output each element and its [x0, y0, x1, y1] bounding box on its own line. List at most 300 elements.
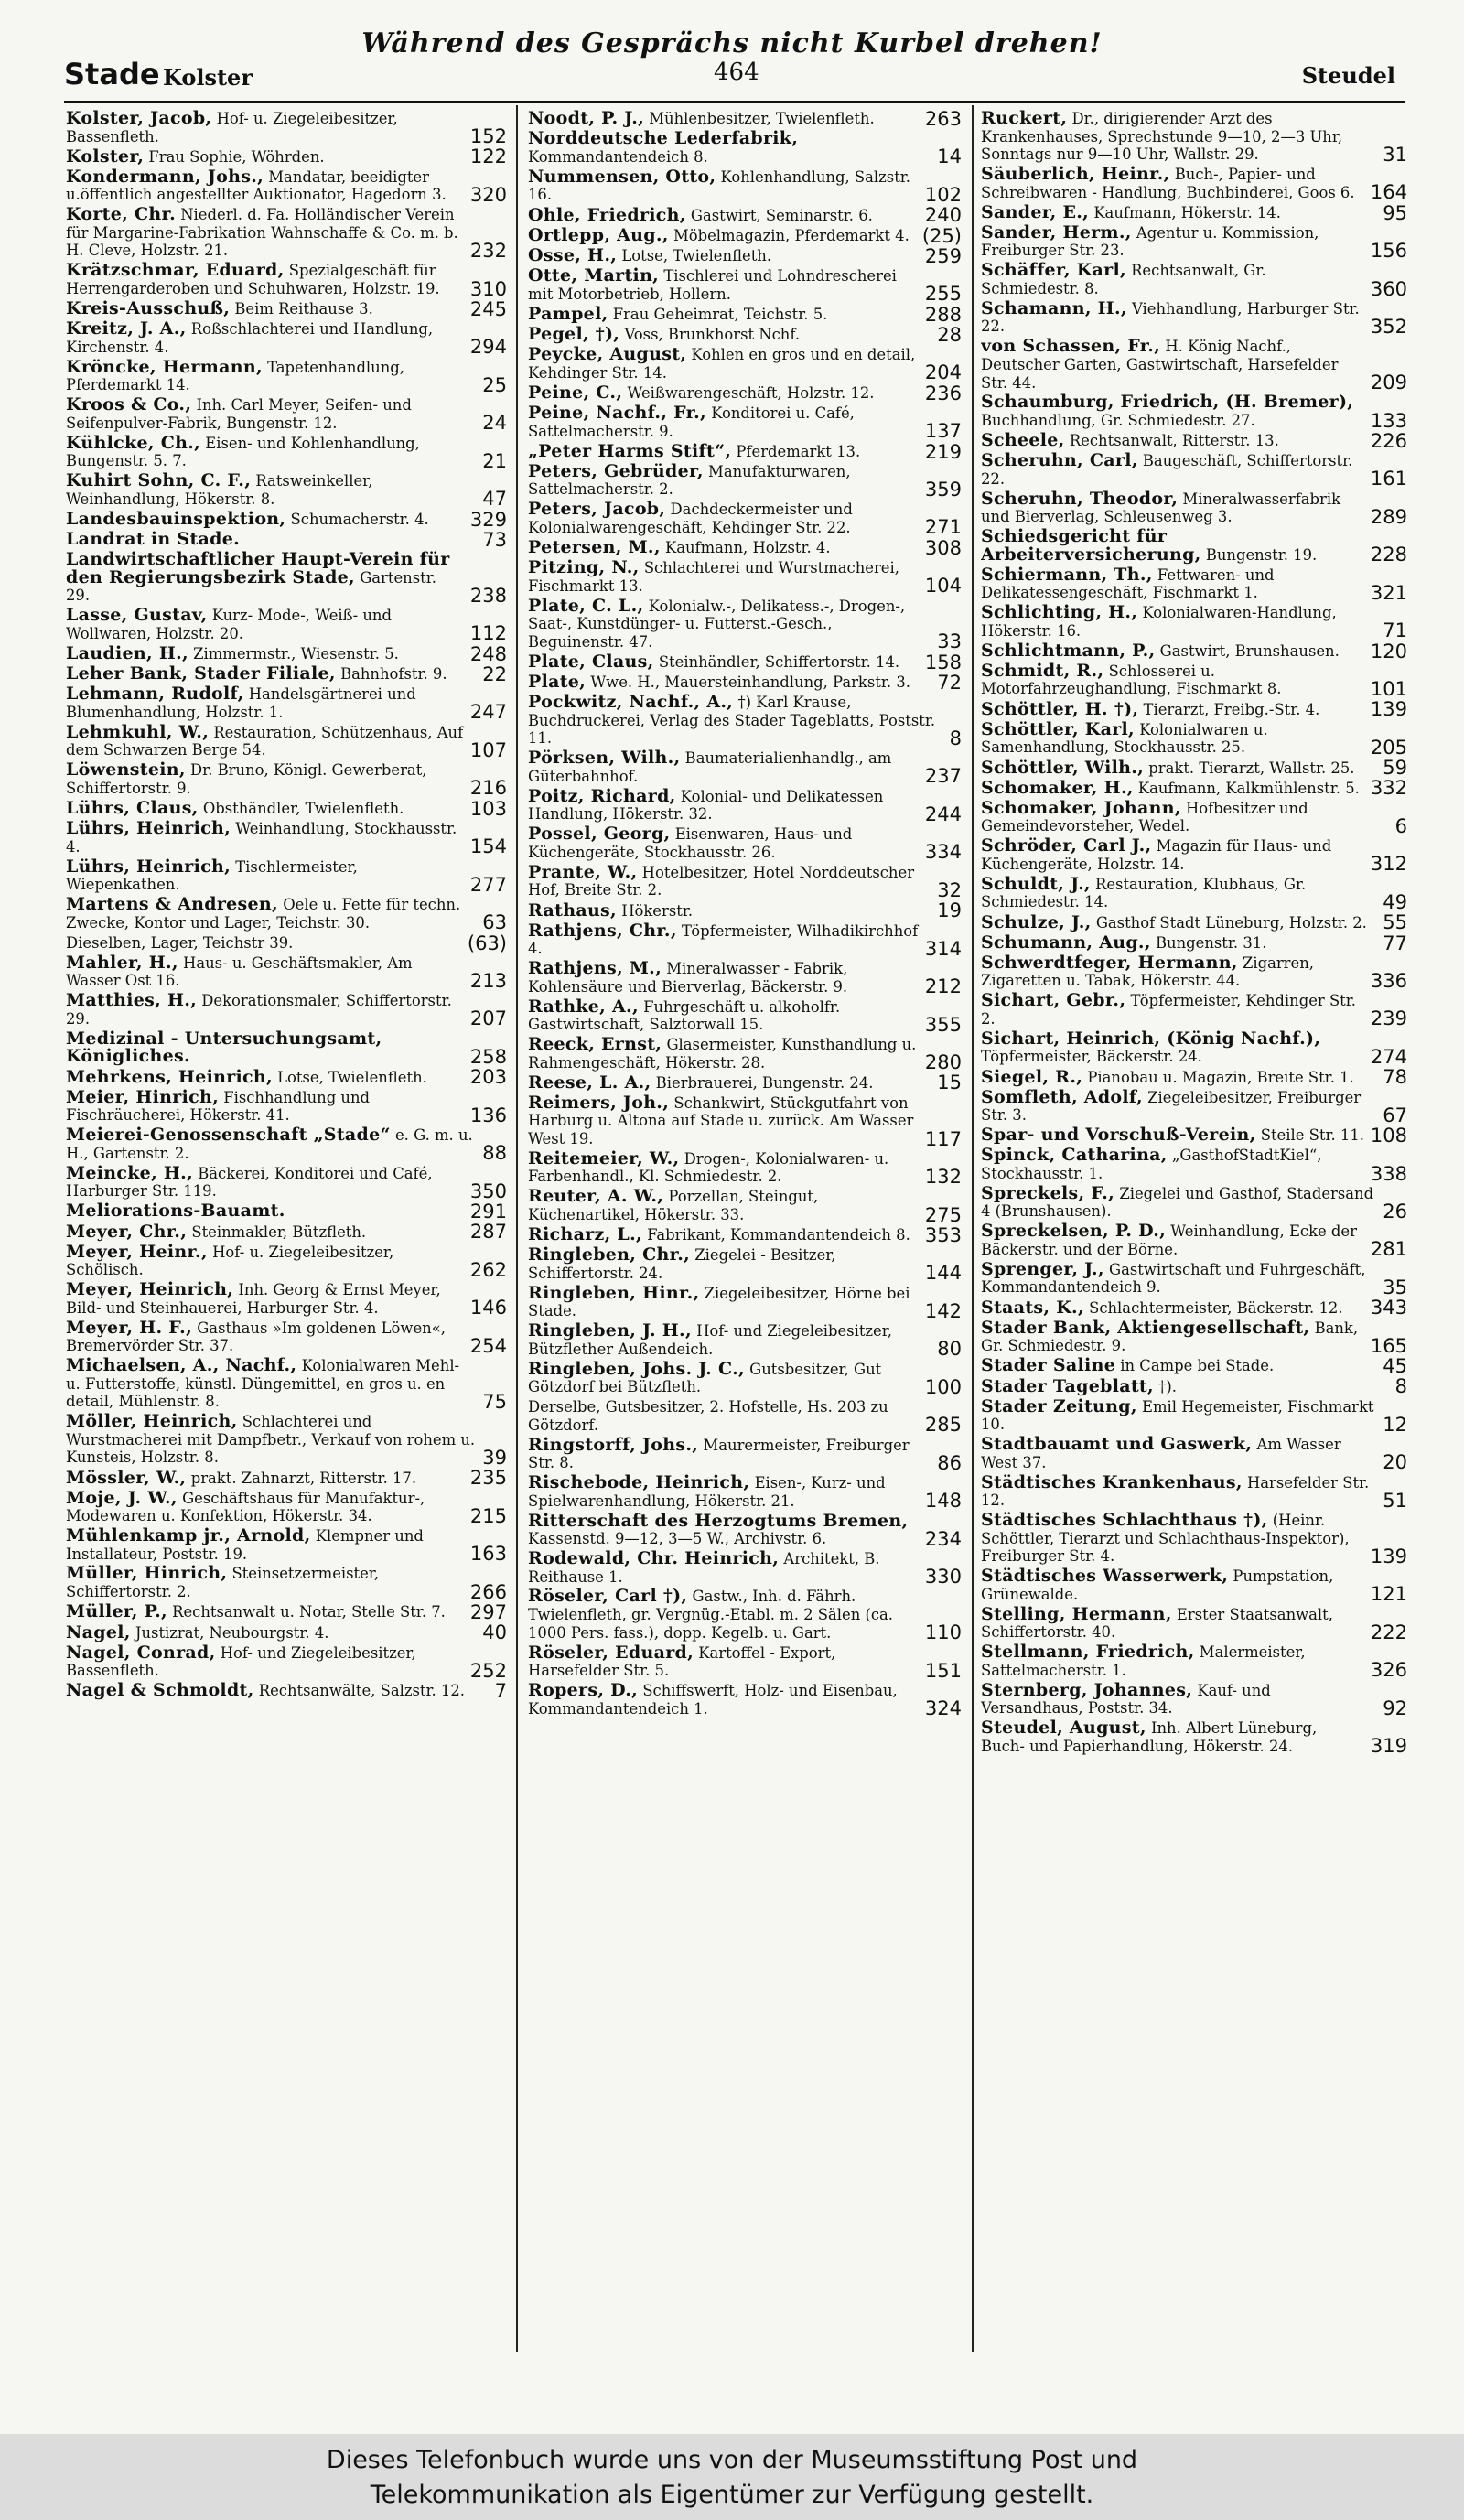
entry-phone-number: 262 — [469, 1258, 507, 1281]
entry-description: Tierarzt, Freibg.-Str. 4. — [1143, 700, 1320, 718]
entry-name: Moje, J. W., — [66, 1487, 178, 1508]
entry-phone-number: 359 — [924, 478, 962, 501]
entry-phone-number: 63 — [482, 911, 507, 934]
entry-name: Steudel, August, — [981, 1718, 1146, 1739]
entry-text — [981, 201, 1377, 222]
directory-entry — [528, 204, 962, 227]
entry-name: Mehrkens, Heinrich, — [66, 1066, 273, 1087]
entry-name: Lührs, Heinrich, — [66, 818, 231, 839]
entry-name: Kühlcke, Ch., — [66, 432, 201, 453]
directory-entry — [981, 1375, 1407, 1398]
entry-name: Städtisches Krankenhaus, — [981, 1471, 1243, 1492]
entry-phone-number: 244 — [924, 802, 962, 825]
entry-text — [528, 267, 920, 303]
entry-description: Beim Reithause 3. — [234, 300, 373, 318]
directory-entry — [528, 224, 962, 247]
entry-phone-number: 234 — [924, 1527, 962, 1550]
entry-text — [981, 1719, 1365, 1755]
entry-text — [66, 396, 477, 432]
directory-entry — [66, 1066, 507, 1089]
entry-text — [528, 1588, 920, 1642]
entry-description: Hofbesitzer und Gemeindevorsteher, Wedel. — [981, 799, 1308, 835]
entry-name: Lührs, Claus, — [66, 798, 199, 819]
entry-description: Kolonialwaren-Handlung, Hökerstr. 16. — [981, 604, 1337, 640]
directory-entry — [528, 1510, 962, 1550]
entry-text — [528, 960, 920, 996]
page-slogan: Während des Gesprächs nicht Kurbel drehen! — [361, 27, 1103, 59]
entry-description: Fabrikant, Kommandantendeich 8. — [647, 1226, 910, 1244]
entry-description: prakt. Tierarzt, Wallstr. 25. — [1148, 759, 1355, 777]
entry-name: Landesbauinspektion, — [66, 508, 286, 529]
entry-phone-number: 92 — [1383, 1696, 1407, 1719]
entry-description: Gastwirtschaft und Fuhrgeschäft, Kommandantendeich 9. — [981, 1260, 1366, 1297]
entry-description: Klempner und Installateur, Poststr. 19. — [66, 1526, 424, 1563]
entry-name: Kreitz, J. A., — [66, 318, 187, 339]
entry-name: Nagel, — [66, 1621, 131, 1642]
entry-description: Spezialgeschäft für Herrengarderoben und Schuhwaren, Holzstr. 19. — [66, 262, 440, 297]
entry-description: Erster Staatsanwalt, Schiffertorstr. 40. — [981, 1605, 1333, 1642]
entry-name: Laudien, H., — [66, 643, 188, 664]
directory-entry — [66, 684, 507, 724]
entry-phone-number: 259 — [924, 244, 962, 267]
entry-phone-number: 139 — [1370, 698, 1407, 721]
directory-entry — [66, 1125, 507, 1165]
entry-name: Poitz, Richard, — [528, 785, 676, 806]
entry-description: Kolonialwaren Mehl- u. Futterstoffe, künstl. Düngemittel, en gros u. en detail, Mühlenstr. 8. — [66, 1357, 460, 1411]
directory-entry — [528, 1472, 962, 1513]
entry-description: Porzellan, Steingut, Küchenartikel, Hökerstr. 33. — [528, 1188, 819, 1223]
entry-name: Stader Bank, Aktiengesellschaft, — [981, 1317, 1310, 1338]
directory-entry — [66, 1413, 507, 1467]
entry-name: Schröder, Carl J., — [981, 835, 1152, 856]
entry-text — [981, 452, 1365, 488]
directory-entry — [981, 1471, 1407, 1512]
entry-description: Geschäftshaus für Manufaktur-, Modewaren u. Konfektion, Hökerstr. 34. — [66, 1489, 425, 1525]
entry-phone-number: 353 — [924, 1223, 962, 1246]
directory-entry — [981, 490, 1407, 526]
entry-phone-number: 154 — [469, 835, 507, 858]
entry-text — [66, 1644, 465, 1680]
directory-entry — [981, 260, 1407, 300]
entry-name: Ringleben, Hinr., — [528, 1282, 700, 1303]
entry-description: Steinmakler, Bützfleth. — [191, 1222, 367, 1241]
directory-entry — [981, 1258, 1407, 1298]
entry-description: Restauration, Schützenhaus, Auf dem Schwarzen Berge 54. — [66, 723, 464, 759]
entry-text — [66, 1223, 465, 1242]
directory-entry — [528, 536, 962, 559]
entry-name: Schaumburg, Friedrich, (H. Bremer), — [981, 392, 1354, 413]
directory-entry — [981, 992, 1407, 1028]
directory-entry — [528, 1033, 962, 1074]
entry-description: Zimmermstr., Wiesenstr. 5. — [193, 645, 399, 663]
entry-description: Lotse, Twielenfleth. — [621, 247, 772, 265]
entry-phone-number: 40 — [482, 1621, 507, 1644]
directory-entry — [528, 346, 962, 382]
entry-name: Sichart, Gebr., — [981, 990, 1126, 1011]
entry-text — [981, 718, 1365, 757]
entry-name: Reuter, A. W., — [528, 1186, 664, 1207]
directory-entry — [528, 557, 962, 598]
entry-text — [528, 1322, 931, 1358]
entry-description: Hotelbesitzer, Hotel Norddeutscher Hof, Breite Str. 2. — [528, 863, 915, 899]
entry-phone-number: 102 — [924, 183, 962, 206]
entry-description: Tischlerei und Lohndrescherei mit Motorbetrieb, Hollern. — [528, 267, 897, 303]
entry-name: Pitzing, N., — [528, 557, 640, 578]
entry-phone-number: 139 — [1370, 1545, 1407, 1567]
entry-phone-number: 289 — [1370, 505, 1407, 528]
entry-phone-number: 100 — [924, 1375, 962, 1398]
entry-description: Oele u. Fette für techn. Zwecke, Kontor und Lager, Teichstr. 30. — [66, 896, 461, 932]
entry-description: Kohlenhandlung, Salzstr. 16. — [528, 167, 911, 204]
entry-description: Steile Str. 11. — [1260, 1126, 1364, 1145]
entry-name: Ritterschaft des Herzogtums Bremen, — [528, 1510, 909, 1531]
directory-entry — [66, 1600, 507, 1623]
entry-text — [981, 1066, 1377, 1087]
entry-description: Hof- u. Ziegeleibesitzer, Bassenfleth. — [66, 110, 398, 145]
entry-name: Nagel & Schmoldt, — [66, 1680, 254, 1701]
entry-phone-number: 15 — [937, 1072, 962, 1094]
entry-phone-number: 247 — [469, 701, 507, 724]
entry-phone-number: 310 — [469, 277, 507, 300]
entry-phone-number: 280 — [924, 1051, 962, 1074]
entry-phone-number: 228 — [1370, 544, 1407, 566]
header-rule — [64, 101, 1405, 103]
entry-text — [528, 559, 920, 595]
entry-text — [66, 262, 465, 297]
entry-name: Ringleben, Johs. J. C., — [528, 1358, 745, 1379]
entry-phone-number: 121 — [1370, 1583, 1407, 1606]
entry-name: Meier, Hinrich, — [66, 1086, 219, 1107]
entry-name: Rathjens, M., — [528, 958, 662, 979]
entry-phone-number: 291 — [469, 1201, 507, 1222]
entry-description: Dekorationsmaler, Schiffertorstr. 29. — [66, 992, 452, 1028]
entry-name: Müller, Hinrich, — [66, 1563, 228, 1584]
directory-entry — [981, 338, 1407, 392]
footer-note — [0, 2436, 1464, 2520]
entry-name: Städtisches Schlachthaus †), — [981, 1510, 1268, 1531]
entry-name: Lehmkuhl, W., — [66, 721, 210, 742]
entry-phone-number: 209 — [1370, 372, 1407, 394]
entry-description: Kaufmann, Hökerstr. 14. — [1093, 203, 1281, 221]
entry-text — [981, 1258, 1377, 1297]
directory-entry — [528, 824, 962, 864]
entry-text — [528, 1398, 920, 1434]
entry-phone-number: 8 — [949, 727, 962, 749]
entry-name: Meierei-Genossenschaft „Stade“ — [66, 1125, 391, 1146]
directory-entry — [981, 1718, 1407, 1758]
directory-entry — [66, 551, 507, 605]
entry-name: Sander, Herm., — [981, 221, 1132, 242]
directory-entry — [528, 901, 962, 920]
entry-phone-number: 352 — [1370, 316, 1407, 339]
entry-description: Eisen-, Kurz- und Spielwarenhandlung, Hökerstr. 21. — [528, 1474, 886, 1510]
directory-entry — [981, 873, 1407, 913]
entry-phone-number: 32 — [937, 878, 962, 901]
entry-text — [66, 551, 465, 605]
entry-description: Mineralwasser - Fabrik, Kohlensäure und Bierverlag, Bäckerstr. 9. — [528, 960, 848, 996]
entry-name: Peters, Gebrüder, — [528, 460, 704, 481]
entry-name: Pockwitz, Nachf., A., — [528, 692, 734, 713]
entry-text — [528, 168, 920, 204]
entry-description: Bierbrauerei, Bungenstr. 24. — [655, 1073, 874, 1092]
entry-description: Mühlenbesitzer, Twielenfleth. — [649, 110, 875, 128]
entry-name: Rathke, A., — [528, 996, 639, 1017]
directory-entry — [528, 1644, 962, 1680]
entry-name: Spreckels, F., — [981, 1182, 1115, 1203]
entry-phone-number: 144 — [924, 1262, 962, 1285]
entry-text — [66, 508, 465, 529]
entry-name: Mössler, W., — [66, 1467, 187, 1488]
entry-name: Schöttler, Wilh., — [981, 757, 1145, 778]
entry-phone-number: 343 — [1370, 1297, 1407, 1319]
directory-entry — [66, 1644, 507, 1680]
directory-entry — [981, 698, 1407, 721]
entry-name: Rodewald, Chr. Heinrich, — [528, 1547, 780, 1568]
entry-text — [66, 721, 465, 759]
entry-description: Schlachterei und Wurstmacherei, Fischmarkt 13. — [528, 559, 899, 595]
entry-phone-number: 67 — [1383, 1104, 1407, 1126]
entry-name: Stader Zeitung, — [981, 1395, 1137, 1416]
entry-text — [981, 934, 1377, 953]
entry-name: Kuhirt Sohn, C. F., — [66, 470, 252, 491]
entry-text — [528, 899, 931, 921]
entry-description: Dieselben, Lager, Teichstr 39. — [66, 933, 294, 952]
entry-description: Lotse, Twielenfleth. — [277, 1068, 427, 1086]
entry-name: Kolster, — [66, 145, 145, 167]
entry-text — [66, 356, 477, 394]
entry-text — [66, 761, 465, 797]
directory-entry — [981, 718, 1407, 759]
entry-name: Sternberg, Johannes, — [981, 1679, 1193, 1700]
directory-entry — [981, 604, 1407, 640]
entry-text — [528, 110, 920, 128]
entry-phone-number: 156 — [1370, 240, 1407, 263]
entry-description: Hof- und Ziegeleibesitzer, Bassenfleth. — [66, 1643, 416, 1680]
directory-entry — [528, 1398, 962, 1437]
entry-text — [528, 785, 920, 824]
entry-description: Pferdemarkt 13. — [736, 442, 861, 460]
entry-phone-number: 148 — [924, 1490, 962, 1513]
entry-text — [981, 777, 1365, 798]
column-3 — [981, 110, 1407, 2352]
entry-name: Reimers, Joh., — [528, 1092, 670, 1113]
entry-name: Peters, Jacob, — [528, 499, 666, 520]
entry-description: Glasermeister, Kunsthandlung u. Rahmengeschäft, Hökerstr. 28. — [528, 1035, 917, 1072]
entry-description: Bahnhofstr. 9. — [340, 665, 447, 684]
directory-entry — [66, 1623, 507, 1642]
entry-text — [528, 1682, 920, 1718]
entry-description: Obsthändler, Twielenfleth. — [202, 800, 404, 818]
entry-name: Kröncke, Hermann, — [66, 356, 263, 377]
entry-name: Schlichting, H., — [981, 602, 1138, 623]
entry-description: Architekt, B. Reithause 1. — [528, 1549, 880, 1586]
entry-text — [528, 922, 920, 958]
entry-name: Scheruhn, Theodor, — [981, 488, 1179, 509]
entry-description: Harsefelder Str. 12. — [981, 1473, 1370, 1510]
entry-name: Peine, Nachf., Fr., — [528, 403, 706, 424]
entry-text — [66, 168, 465, 204]
footer-line-1: Dieses Telefonbuch wurde uns von der Museumsstiftung Post und — [326, 2446, 1138, 2474]
entry-text — [66, 1162, 465, 1201]
header-city: Stade — [64, 57, 160, 92]
directory-entry — [66, 528, 507, 551]
entry-phone-number: 320 — [469, 183, 507, 206]
entry-phone-number: 236 — [924, 382, 962, 404]
entry-phone-number: 28 — [937, 323, 962, 346]
directory-entry — [528, 748, 962, 788]
entry-description: Dr. Bruno, Königl. Gewerberat, Schiffertorstr. 9. — [66, 761, 427, 797]
directory-entry — [528, 1094, 962, 1148]
entry-text — [981, 1222, 1365, 1258]
directory-entry — [981, 1145, 1407, 1185]
directory-entry — [66, 1467, 507, 1490]
entry-phone-number: 55 — [1383, 911, 1407, 934]
entry-text — [66, 858, 465, 894]
directory-entry — [981, 221, 1407, 263]
entry-phone-number: 360 — [1370, 277, 1407, 300]
entry-description: Schankwirt, Stückgutfahrt von Harburg u. Altona auf Stade u. zurück. Am Wasser West 19. — [528, 1093, 914, 1147]
directory-entry — [66, 204, 507, 263]
entry-description: Schiffswerft, Holz- und Eisenbau, Kommandantendeich 1. — [528, 1682, 898, 1718]
entry-phone-number: 86 — [937, 1451, 962, 1474]
entry-phone-number: 59 — [1383, 757, 1407, 780]
entry-name: Nagel, Conrad, — [66, 1642, 216, 1663]
entry-text — [981, 662, 1365, 698]
directory-entry — [66, 260, 507, 300]
entry-name: Möller, Heinrich, — [66, 1411, 238, 1432]
entry-description: Gastwirt, Seminarstr. 6. — [690, 206, 873, 224]
entry-description: Weißwarengeschäft, Holzstr. 12. — [627, 384, 875, 403]
column-2 — [528, 110, 962, 2352]
entry-text — [981, 490, 1365, 526]
entry-text — [528, 326, 931, 344]
entry-phone-number: 117 — [924, 1127, 962, 1150]
entry-text — [981, 166, 1365, 201]
entry-name: Nummensen, Otto, — [528, 166, 716, 187]
entry-description: Schumacherstr. 4. — [290, 510, 429, 528]
entry-name: Otte, Martin, — [528, 265, 660, 286]
entry-name: Meyer, Heinrich, — [66, 1279, 234, 1300]
entry-text — [981, 1436, 1377, 1471]
entry-description: Mineralwasserfabrik und Bierverlag, Schleusenweg 3. — [981, 490, 1341, 526]
directory-entry — [528, 1588, 962, 1642]
directory-entry — [528, 244, 962, 267]
entry-name: Mahler, H., — [66, 952, 178, 973]
entry-phone-number: 240 — [924, 204, 962, 227]
directory-entry — [66, 147, 507, 166]
entry-phone-number: 266 — [469, 1580, 507, 1603]
entry-text — [981, 1395, 1377, 1434]
entry-name: Possel, Georg, — [528, 824, 671, 845]
entry-description: Dr., dirigierender Arzt des Krankenhauses, Sprechstunde 9—10, 2—3 Uhr, Sonntags nur 9—10 Uhr, Wallstr. 29. — [981, 110, 1343, 164]
directory-entry — [528, 694, 962, 748]
entry-description: Ratsweinkeller, Weinhandlung, Hökerstr. 8. — [66, 472, 373, 508]
entry-name: Ortlepp, Aug., — [528, 224, 669, 245]
entry-description: Restauration, Klubhaus, Gr. Schmiedestr. 14. — [981, 875, 1307, 911]
entry-name: Meyer, H. F., — [66, 1317, 192, 1338]
entry-text — [981, 221, 1365, 260]
entry-description: Rechtsanwalt, Ritterstr. 13. — [1069, 432, 1279, 450]
directory-entry — [981, 954, 1407, 990]
entry-name: Schwerdtfeger, Hermann, — [981, 952, 1238, 973]
entry-phone-number: 103 — [469, 797, 507, 820]
entry-description: Kolonial- und Delikatessen Handlung, Hökerstr. 32. — [528, 787, 884, 824]
entry-text — [528, 460, 920, 499]
entry-name: Rathaus, — [528, 899, 617, 921]
directory-entry — [981, 528, 1407, 564]
directory-entry — [66, 1680, 507, 1703]
entry-phone-number: 248 — [469, 642, 507, 665]
entry-text — [528, 204, 920, 225]
entry-phone-number: 77 — [1383, 932, 1407, 954]
directory-entry — [66, 110, 507, 148]
entry-name: Ringleben, J. H., — [528, 1320, 692, 1341]
entry-name: Schomaker, Johann, — [981, 797, 1181, 818]
entry-name: Stader Tageblatt, — [981, 1375, 1154, 1396]
entry-phone-number: 237 — [924, 765, 962, 788]
entry-text — [66, 1241, 465, 1279]
directory-entry — [66, 759, 507, 800]
entry-text — [528, 130, 931, 166]
entry-text — [981, 604, 1377, 640]
entry-name: Meincke, H., — [66, 1162, 193, 1183]
entry-name: Martens & Andresen, — [66, 894, 278, 915]
entry-name: Osse, H., — [528, 245, 618, 266]
entry-text — [981, 432, 1365, 450]
directory-entry — [981, 642, 1407, 661]
entry-phone-number: 330 — [924, 1566, 962, 1588]
directory-entry — [528, 499, 962, 539]
entry-name: Schamann, H., — [981, 297, 1127, 318]
directory-entry — [66, 721, 507, 761]
entry-phone-number: 205 — [1370, 736, 1407, 759]
entry-phone-number: 334 — [924, 841, 962, 864]
entry-text — [66, 1621, 477, 1642]
entry-phone-number: 275 — [924, 1203, 962, 1226]
entry-text — [981, 1567, 1365, 1603]
entry-name: Pegel, †), — [528, 324, 620, 345]
entry-phone-number: (25) — [921, 224, 962, 247]
entry-phone-number: 285 — [924, 1414, 962, 1437]
entry-description: in Campe bei Stade. — [1120, 1357, 1275, 1375]
entry-description: Bungenstr. 31. — [1155, 933, 1267, 952]
directory-entry — [981, 1066, 1407, 1089]
entry-phone-number: 104 — [924, 575, 962, 598]
directory-entry — [528, 960, 962, 996]
entry-description: Zigarren, Zigaretten u. Tabak, Hökerstr. 44. — [981, 953, 1314, 990]
entry-phone-number: 332 — [1370, 777, 1407, 800]
entry-description: Ziegelei und Gasthof, Stadersand 4 (Brunshausen). — [981, 1184, 1374, 1221]
entry-name: Schulze, J., — [981, 911, 1092, 932]
entry-name: Stader Saline — [981, 1355, 1116, 1376]
entry-name: Sichart, Heinrich, (König Nachf.), — [981, 1028, 1321, 1049]
entry-text — [66, 1126, 477, 1162]
entry-text — [981, 338, 1365, 392]
directory-entry — [66, 318, 507, 359]
entry-description: Kolonialwaren u. Samenhandlung, Stockhausstr. 25. — [981, 720, 1268, 757]
entry-text — [66, 531, 477, 549]
entry-phone-number: 222 — [1370, 1621, 1407, 1643]
entry-text — [528, 998, 920, 1034]
entry-description: Kolonialw.-, Delikatess.-, Drogen-, Saat-, Kunstdünger- u. Futterst.-Gesch., Beguinenstr. 47. — [528, 597, 906, 651]
entry-phone-number: 80 — [937, 1338, 962, 1361]
entry-description: Frau Sophie, Wöhrden. — [148, 147, 325, 166]
entry-phone-number: 72 — [937, 671, 962, 694]
entry-description: (Heinr. Schöttler, Tierarzt und Schlachthaus-Inspektor), Freiburger Str. 4. — [981, 1512, 1350, 1566]
entry-description: Rechtsanwälte, Salzstr. 12. — [258, 1682, 466, 1700]
entry-description: Töpfermeister, Wilhadikirchhof 4. — [528, 921, 919, 958]
entry-description: Magazin für Haus- und Küchengeräte, Holzstr. 14. — [981, 837, 1332, 873]
